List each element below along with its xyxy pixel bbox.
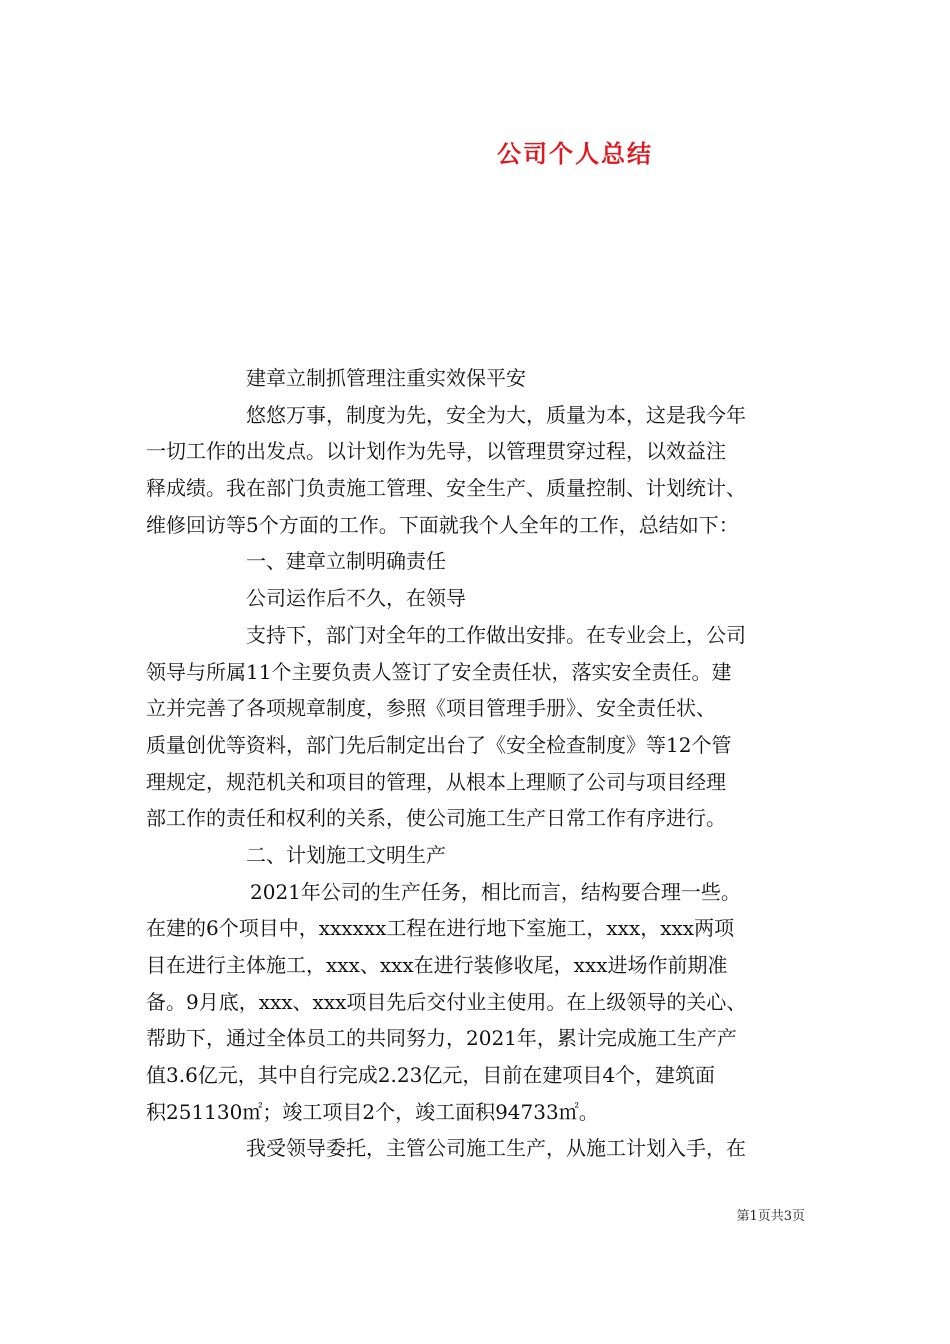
document-title: 公司个人总结 (497, 140, 653, 168)
section-heading: 建章立制抓管理注重实效保平安 (246, 366, 526, 390)
paragraph-line: 值3.6亿元，其中自行完成2.23亿元，目前在建项目4个，建筑面 (146, 1063, 716, 1088)
paragraph-line: 积251130㎡；竣工项目2个，竣工面积94733㎡。 (146, 1099, 599, 1124)
page-number: 第1页共3页 (736, 1209, 805, 1224)
paragraph-line: 在建的6个项目中，xxxxxx工程在进行地下室施工，xxx，xxx两项 (146, 916, 735, 941)
paragraph-line: 备。9月底，xxx、xxx项目先后交付业主使用。在上级领导的关心、 (146, 989, 747, 1014)
paragraph-line: 部工作的责任和权利的关系，使公司施工生产日常工作有序进行。 (146, 806, 726, 831)
paragraph-line: 一切工作的出发点。以计划作为先导，以管理贯穿过程，以效益注 (146, 439, 726, 464)
paragraph-line: 维修回访等5个方面的工作。下面就我个人全年的工作，总结如下： (146, 512, 739, 537)
paragraph-line: 悠悠万事，制度为先，安全为大，质量为本，这是我今年 (246, 402, 746, 427)
paragraph-line: 公司运作后不久，在领导 (246, 586, 466, 611)
paragraph-line: 2021年公司的生产任务，相比而言，结构要合理一些。 (250, 879, 741, 904)
section-heading: 一、建章立制明确责任 (246, 549, 446, 574)
paragraph-line: 帮助下，通过全体员工的共同努力，2021年，累计完成施工生产产 (146, 1026, 737, 1051)
paragraph-line: 领导与所属11个主要负责人签订了安全责任状，落实安全责任。建 (146, 659, 732, 684)
paragraph-line: 我受领导委托，主管公司施工生产，从施工计划入手，在 (246, 1136, 746, 1161)
paragraph-line: 支持下，部门对全年的工作做出安排。在专业会上，公司 (246, 622, 746, 647)
document-body (146, 360, 806, 1167)
paragraph-line: 立并完善了各项规章制度，参照《项目管理手册》、安全责任状、 (146, 696, 716, 721)
paragraph-line: 理规定，规范机关和项目的管理，从根本上理顺了公司与项目经理 (146, 769, 726, 794)
paragraph-line: 释成绩。我在部门负责施工管理、安全生产、质量控制、计划统计、 (146, 476, 746, 501)
paragraph-line: 质量创优等资料，部门先后制定出台了《安全检查制度》等12个管 (146, 732, 732, 757)
paragraph-line: 目在进行主体施工，xxx、xxx在进行装修收尾，xxx进场作前期准 (146, 953, 728, 977)
section-heading: 二、计划施工文明生产 (246, 842, 446, 867)
